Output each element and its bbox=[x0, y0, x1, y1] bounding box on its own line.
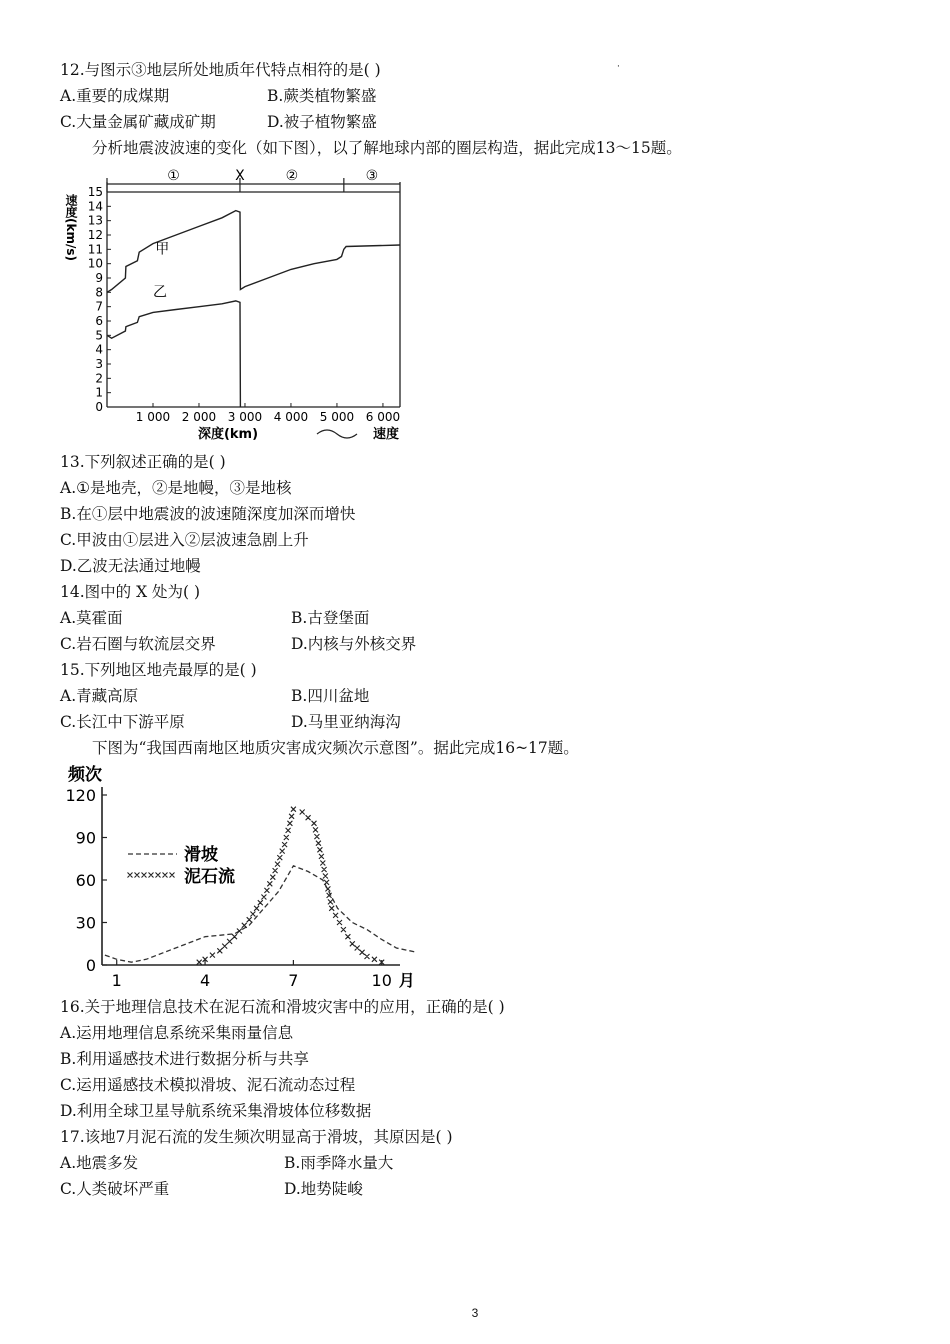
chart1-x-label: 深度(km) bbox=[197, 427, 259, 442]
q13-option-c: C.甲波由①层进入②层波速急剧上升 bbox=[60, 531, 309, 549]
page-number: 3 bbox=[471, 1306, 479, 1320]
chart1-zone-label: ① bbox=[167, 168, 180, 184]
chart1-y-tick-label: 9 bbox=[95, 271, 103, 285]
chart1-y-tick-label: 1 bbox=[95, 385, 103, 400]
q17-option-b: B.雨季降水量大 bbox=[284, 1154, 394, 1172]
chart1-y-tick-label: 14 bbox=[87, 199, 103, 214]
chart1-y-tick-label: 13 bbox=[87, 213, 103, 228]
disaster-frequency-chart bbox=[60, 760, 440, 990]
chart1-zone-label: ③ bbox=[365, 168, 379, 184]
q14-option-d: D.内核与外核交界 bbox=[291, 635, 417, 653]
q12-option-a: A.重要的成煤期 bbox=[60, 87, 170, 105]
chart2-x-unit: 月 bbox=[398, 971, 415, 990]
q13-option-b: B.在①层中地震波的波速随深度加深而增快 bbox=[60, 505, 356, 523]
chart2-legend-debris-marks bbox=[128, 873, 175, 878]
seismic-velocity-chart bbox=[55, 160, 415, 445]
q14-stem: 14.图中的 X 处为( ) bbox=[60, 583, 201, 601]
chart1-y-tick-label: 11 bbox=[87, 242, 103, 257]
chart1-x-tick-label: 1 000 bbox=[135, 410, 171, 424]
q16-option-a: A.运用地理信息系统采集雨量信息 bbox=[60, 1024, 294, 1042]
chart1-x-tick-label: 3 000 bbox=[227, 410, 263, 424]
chart2-x-tick-label: 10 bbox=[371, 971, 392, 990]
chart1-y-tick-label: 8 bbox=[95, 285, 103, 300]
chart1-y-tick-label: 6 bbox=[95, 314, 103, 328]
chart1-series-yi bbox=[107, 301, 240, 407]
chart1-legend-label: 速度 bbox=[373, 427, 400, 442]
intro-seismic: 分析地震波波速的变化（如下图），以了解地球内部的圈层构造，据此完成13～15题。 bbox=[92, 139, 682, 157]
q12-option-c: C.大量金属矿藏成矿期 bbox=[60, 113, 216, 131]
q15-stem: 15.下列地区地壳最厚的是( ) bbox=[60, 661, 257, 679]
chart2-y-label: 频次 bbox=[68, 765, 102, 785]
chart1-x-tick-label: 5 000 bbox=[319, 410, 355, 424]
q17-stem: 17.该地7月泥石流的发生频次明显高于滑坡，其原因是( ) bbox=[60, 1128, 453, 1146]
chart1-y-tick-label: 7 bbox=[95, 299, 103, 314]
q12-option-d: D.被子植物繁盛 bbox=[267, 113, 377, 131]
chart1-y-tick-label: 15 bbox=[87, 185, 103, 199]
chart1-y-tick-label: 0 bbox=[95, 400, 103, 414]
chart1-wave-label-yi: 乙 bbox=[152, 284, 167, 301]
chart1-y-tick-label: 12 bbox=[87, 228, 103, 242]
chart1-y-tick-label: 3 bbox=[95, 357, 103, 371]
q13-option-a: A.①是地壳，②是地幔，③是地核 bbox=[60, 479, 292, 497]
q14-option-a: A.莫霍面 bbox=[60, 609, 123, 627]
q12-stem: 12.与图示③地层所处地质年代特点相符的是( ) bbox=[60, 61, 381, 79]
q12-option-b: B.蕨类植物繁盛 bbox=[267, 87, 377, 105]
chart2-x-tick-label: 7 bbox=[288, 971, 299, 990]
chart2-y-tick-label: 60 bbox=[75, 871, 96, 890]
q14-option-c: C.岩石圈与软流层交界 bbox=[60, 635, 216, 653]
chart1-y-tick-label: 4 bbox=[95, 342, 103, 357]
q16-stem: 16.关于地理信息技术在泥石流和滑坡灾害中的应用，正确的是( ) bbox=[60, 998, 505, 1016]
chart2-legend-debris-label: 泥石流 bbox=[184, 867, 235, 887]
q15-option-d: D.马里亚纳海沟 bbox=[291, 713, 401, 731]
chart1-series-jia bbox=[107, 211, 400, 293]
chart2-x-tick-label: 4 bbox=[199, 971, 211, 990]
q16-option-c: C.运用遥感技术模拟滑坡、泥石流动态过程 bbox=[60, 1076, 356, 1094]
q14-option-b: B.古登堡面 bbox=[291, 609, 370, 627]
chart2-y-tick-label: 30 bbox=[75, 913, 96, 933]
chart2-y-tick-label: 0 bbox=[85, 956, 96, 975]
q16-option-d: D.利用全球卫星导航系统采集滑坡体位移数据 bbox=[60, 1102, 372, 1120]
chart2-y-tick-label: 120 bbox=[65, 786, 96, 805]
chart2-series-landslide bbox=[105, 866, 417, 962]
chart1-x-tick-label: 6 000 bbox=[365, 410, 401, 424]
q15-option-a: A.青藏高原 bbox=[60, 687, 139, 705]
q15-option-b: B.四川盆地 bbox=[291, 687, 370, 705]
chart2-y-tick-label: 90 bbox=[75, 828, 96, 848]
q15-option-c: C.长江中下游平原 bbox=[60, 713, 185, 731]
q13-stem: 13.下列叙述正确的是( ) bbox=[60, 453, 226, 471]
chart1-x-tick-label: 4 000 bbox=[273, 410, 309, 424]
chart1-y-tick-label: 2 bbox=[95, 371, 103, 386]
chart1-zone-label: X bbox=[235, 168, 245, 184]
chart1-y-label: 速度(km/s) bbox=[64, 194, 78, 261]
chart2-x-tick-label: 1 bbox=[111, 971, 122, 990]
q17-option-c: C.人类破坏严重 bbox=[60, 1180, 170, 1198]
chart1-legend-line bbox=[317, 430, 357, 438]
chart1-wave-label-jia: 甲 bbox=[155, 241, 170, 258]
q13-option-d: D.乙波无法通过地幔 bbox=[60, 557, 201, 575]
chart1-y-tick-label: 5 bbox=[95, 328, 103, 343]
chart1-zone-label: ② bbox=[285, 168, 299, 184]
q17-option-d: D.地势陡峻 bbox=[284, 1180, 363, 1198]
intro-disaster: 下图为“我国西南地区地质灾害成灾频次示意图”。据此完成16~17题。 bbox=[92, 739, 579, 757]
chart1-x-tick-label: 2 000 bbox=[181, 410, 217, 424]
q16-option-b: B.利用遥感技术进行数据分析与共享 bbox=[60, 1050, 309, 1068]
q17-option-a: A.地震多发 bbox=[60, 1154, 139, 1172]
chart1-y-tick-label: 10 bbox=[87, 256, 103, 271]
stray-dot: · bbox=[617, 62, 620, 72]
chart2-legend-landslide-label: 滑坡 bbox=[184, 845, 218, 865]
